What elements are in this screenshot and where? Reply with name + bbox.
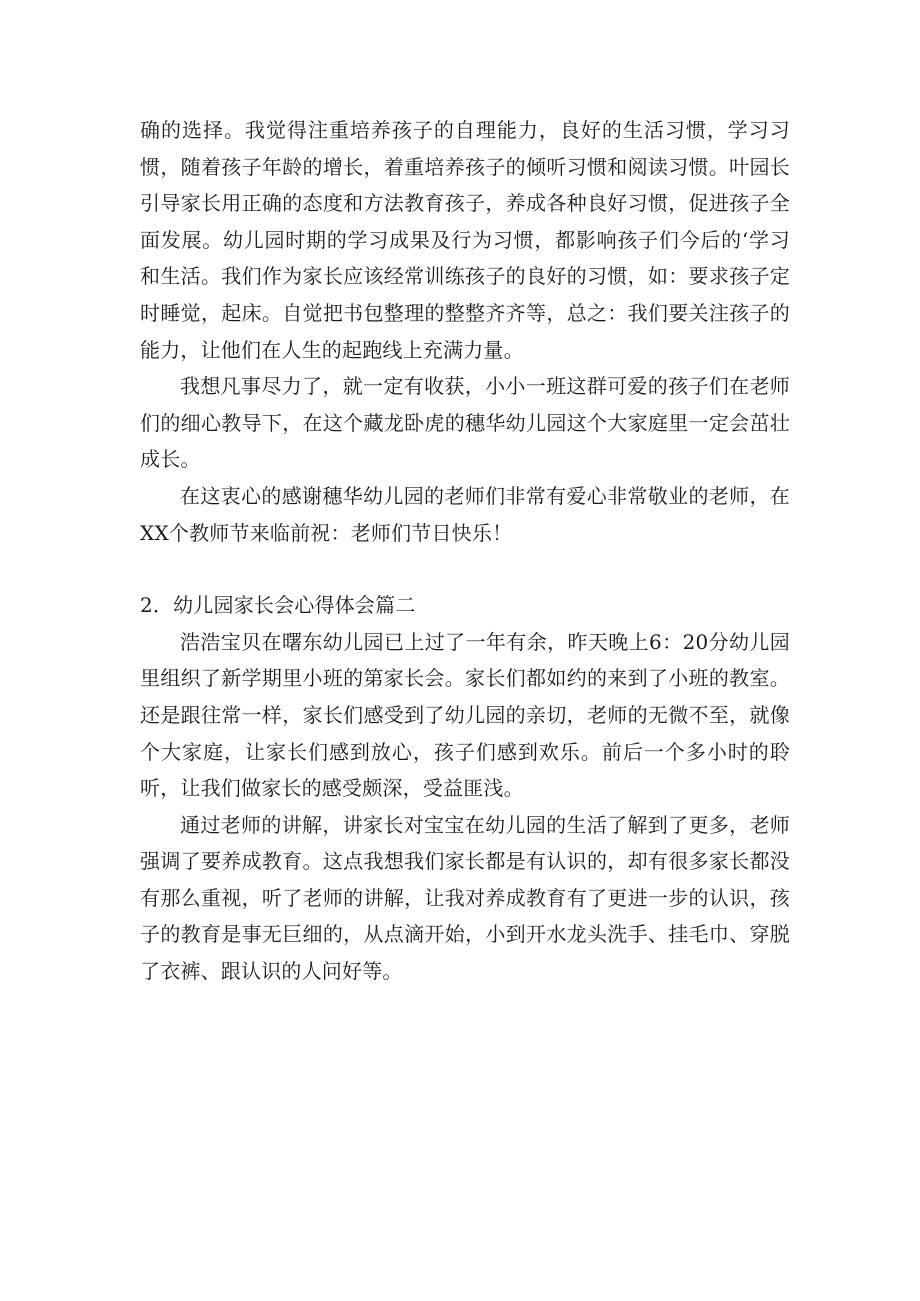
paragraph-effort: 我想凡事尽力了，就一定有收获，小小一班这群可爱的孩子们在老师们的细心教导下，在这个藏龙卧虎的穗华幼儿园这个大家庭里一定会茁壮成长。 — [140, 374, 790, 472]
paragraph-habits: 通过老师的讲解，讲家长对宝宝在幼儿园的生活了解到了更多，老师强调了要养成教育。这点我想我们家长都是有认识的，却有很多家长都没有那么重视，听了老师的讲解，让我对养成教育有了更进一步的认识，孩子的教育是事无巨细的，从点滴开始，小到开水龙头洗手、挂毛巾、穿脱了衣裤、跟认识的人问好等。 — [140, 812, 790, 984]
section-heading: 2．幼儿园家长会心得体会篇二 — [140, 593, 416, 618]
paragraph-thanks: 在这衷心的感谢穗华幼儿园的老师们非常有爱心非常敬业的老师，在XX个教师节来临前祝：老师们节日快乐！ — [140, 483, 790, 545]
document-page — [140, 112, 790, 990]
paragraph-continuation: 确的选择。我觉得注重培养孩子的自理能力，良好的生活习惯，学习习惯，随着孩子年龄的增长，着重培养孩子的倾听习惯和阅读习惯。叶园长引导家长用正确的态度和方法教育孩子，养成各种良好习惯，促进孩子全面发展。幼儿园时期的学习成果及行为习惯，都影响孩子们今后的‘学习和生活。我们作为家长应该经常训练孩子的良好的习惯，如：要求孩子定时睡觉，起床。自觉把书包整理的整整齐齐等，总之：我们要关注孩子的能力，让他们在人生的起跑线上充满力量。 — [140, 118, 790, 362]
paragraph-meeting: 浩浩宝贝在曙东幼儿园已上过了一年有余，昨天晚上6：20分幼儿园里组织了新学期里小班的第家长会。家长们都如约的来到了小班的教室。还是跟往常一样，家长们感受到了幼儿园的亲切，老师的无微不至，就像个大家庭，让家长们感到放心，孩子们感到欢乐。前后一个多小时的聆听，让我们做家长的感受颇深，受益匪浅。 — [140, 629, 790, 801]
